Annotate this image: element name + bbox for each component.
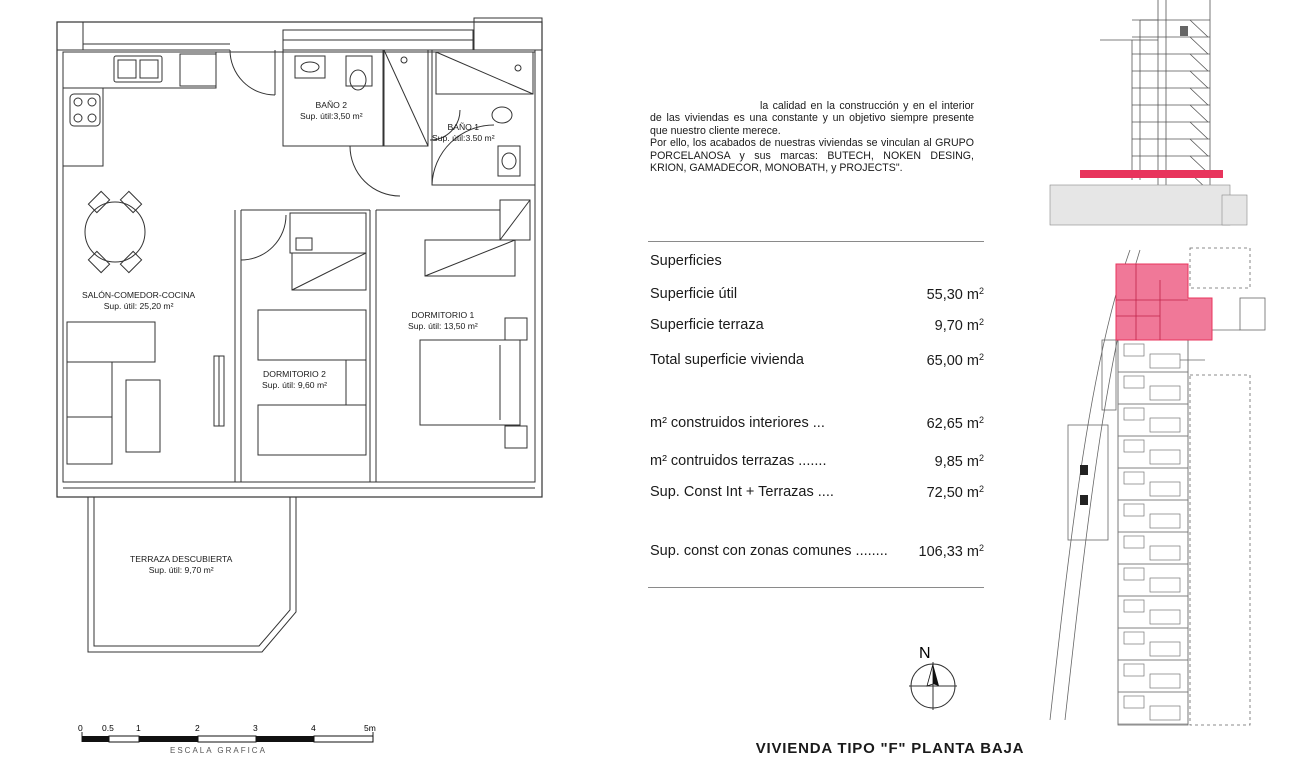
scale-tick: 4	[311, 723, 316, 733]
room-name: SALÓN-COMEDOR-COCINA	[82, 290, 196, 300]
scale-tick: 0	[78, 723, 83, 733]
table-rule-top	[648, 241, 984, 242]
surfaces-table	[648, 241, 984, 589]
row-label: Superficie terraza	[650, 317, 764, 333]
row-value: 62,65 $m^2$	[926, 415, 984, 432]
room-area: Sup. útil: 9,70 m²	[148, 564, 214, 575]
scale-tick: 2	[195, 723, 200, 733]
room-dormitorio-2	[262, 369, 327, 390]
room-name: BAÑO 1	[447, 122, 480, 132]
scale-tick: 0.5	[102, 723, 114, 733]
table-rule-bottom	[648, 587, 984, 588]
north-arrow-icon	[905, 640, 961, 712]
building-section	[1040, 0, 1250, 235]
row-label: Sup. const con zonas comunes ........	[650, 543, 888, 559]
scale-bar	[70, 718, 390, 755]
row-value: 72,50 $m^2$	[926, 484, 984, 501]
room-name: BAÑO 2	[315, 100, 348, 110]
row-value: 55,30 $m^2$	[926, 286, 984, 303]
room-area: Sup. útil: 13,50 m²	[408, 320, 478, 331]
row-value: 65,00 $m^2$	[926, 352, 984, 369]
table-row	[650, 543, 984, 560]
intro-paragraph-2: Por ello, los acabados de nuestras viviendas se vinculan al GRUPO PORCELANOSA y sus marcas: BUTECH, NOKEN DESING, KRION, GAMADECOR, MONOBATH, y PROJECTS".	[650, 137, 974, 175]
svg-text:N: N	[919, 645, 931, 662]
row-label: Total superficie vivienda	[650, 352, 804, 368]
scale-tick: 3	[253, 723, 258, 733]
scale-tick: 5m	[364, 723, 376, 733]
room-bano-1	[432, 122, 495, 143]
table-row	[650, 484, 984, 501]
scale-tick: 1	[136, 723, 141, 733]
room-dormitorio-1	[408, 310, 478, 331]
table-row	[650, 317, 984, 334]
room-area: Sup. útil:3,50 m²	[300, 110, 363, 121]
scale-label: ESCALA GRAFICA	[170, 746, 267, 755]
intro-paragraph-1: la calidad en la construcción y en el interior de las viviendas es una constante y un objetivo siempre presente que nuestro cliente merece.	[650, 100, 974, 137]
room-salon	[82, 290, 195, 311]
sheet-title: VIVIENDA TIPO "F" PLANTA BAJA	[755, 740, 1025, 757]
row-label: Superficie útil	[650, 286, 738, 302]
row-label: m² construidos interiores ...	[650, 415, 825, 431]
room-area: Sup. útil: 25,20 m²	[103, 300, 174, 311]
table-row	[650, 352, 984, 369]
room-name: DORMITORIO 1	[411, 310, 475, 320]
row-label: Sup. Const Int + Terrazas ....	[650, 484, 834, 500]
site-plan	[1040, 240, 1290, 730]
table-row	[650, 286, 984, 303]
row-value: 106,33 $m^2$	[918, 543, 984, 560]
table-row	[650, 453, 984, 470]
room-area: Sup. útil:3.50 m²	[432, 132, 495, 143]
row-value: 9,70 $m^2$	[934, 317, 984, 334]
room-name: DORMITORIO 2	[263, 369, 326, 379]
intro-text	[650, 100, 974, 174]
row-label: m² contruidos terrazas .......	[650, 453, 827, 469]
row-value: 9,85 $m^2$	[934, 453, 984, 470]
room-terraza	[130, 554, 232, 575]
table-row	[650, 415, 984, 432]
room-name: TERRAZA DESCUBIERTA	[130, 554, 233, 564]
room-area: Sup. útil: 9,60 m²	[262, 379, 327, 390]
room-bano-2	[300, 100, 363, 121]
surfaces-title: Superficies	[650, 253, 722, 269]
